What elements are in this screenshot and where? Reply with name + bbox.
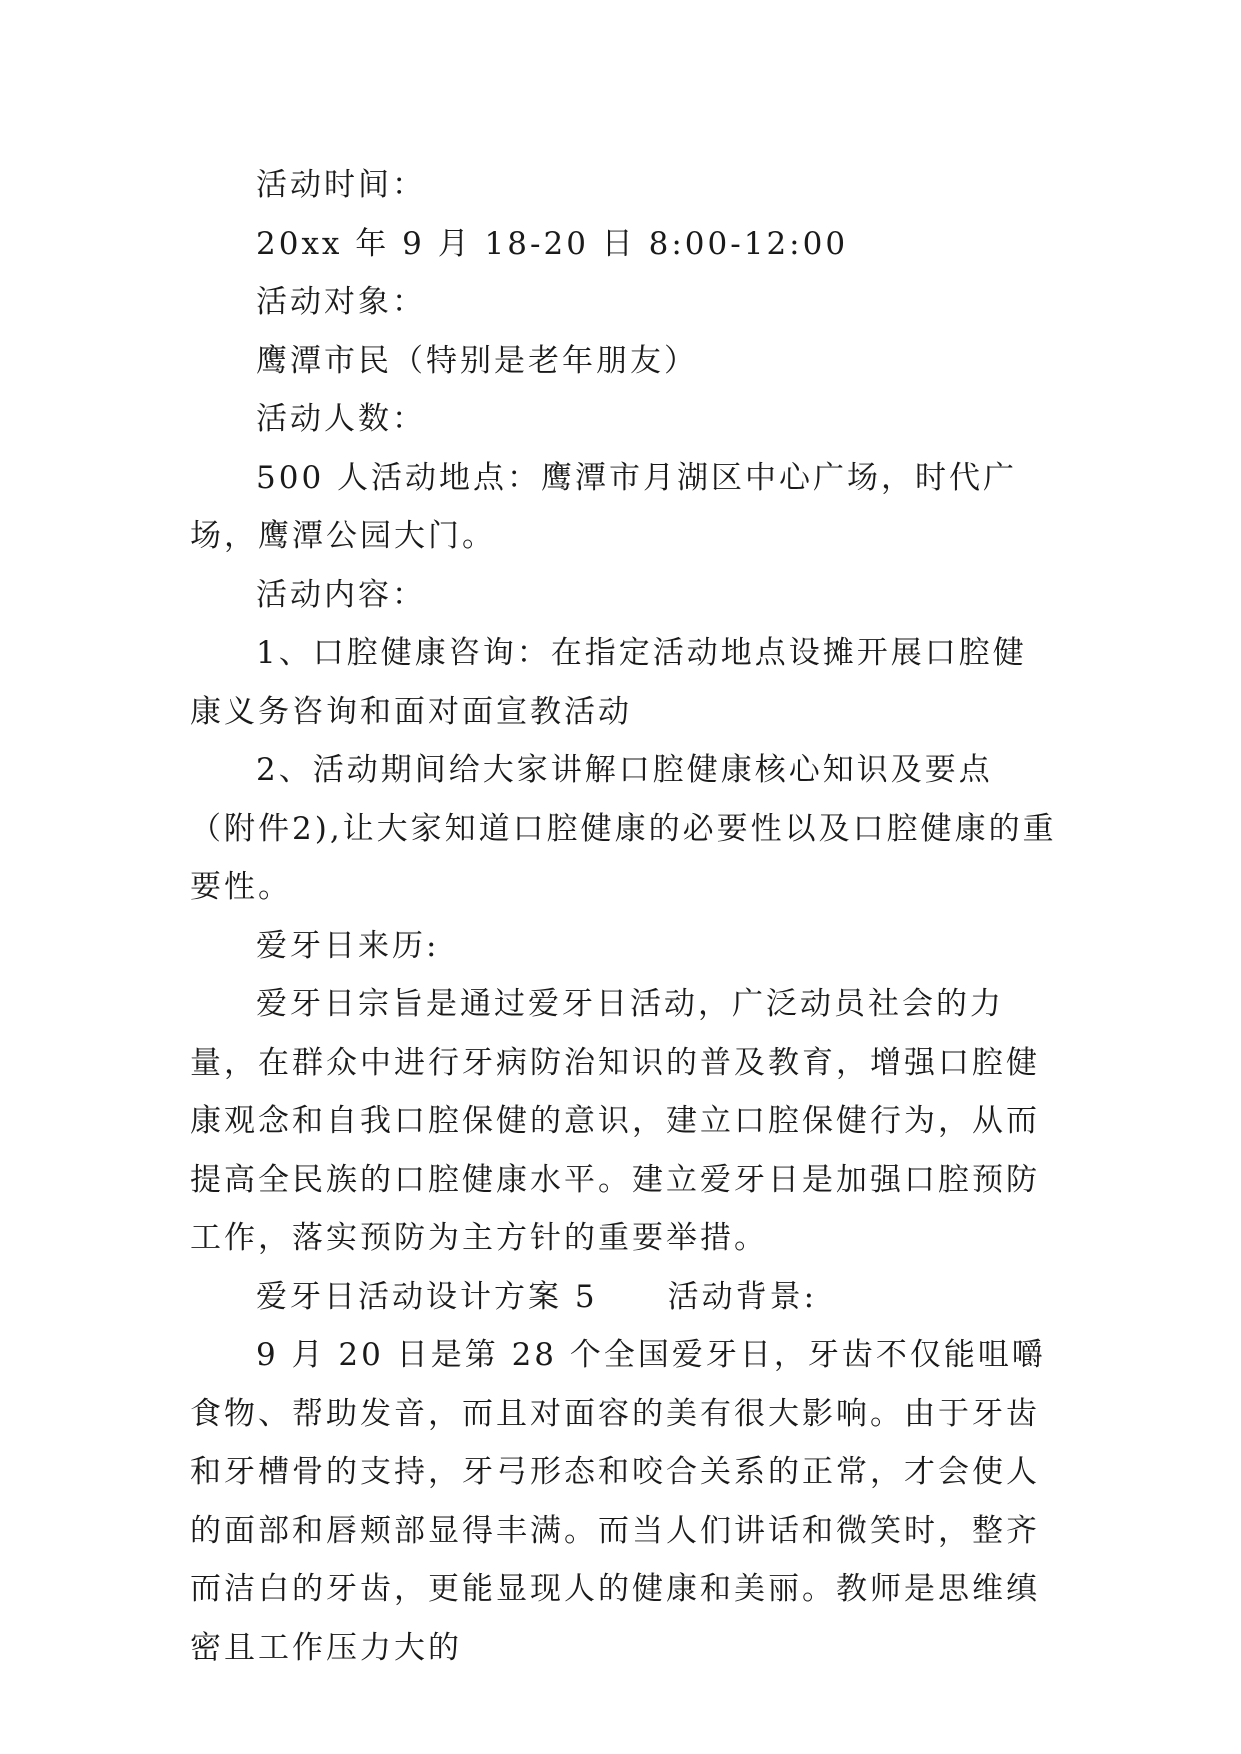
paragraph-activity-count-label: 活动人数：: [256, 401, 426, 437]
paragraph-origin-label: 爱牙日来历:: [256, 927, 440, 964]
paragraph-content-item-1: 1、口腔健康咨询：在指定活动地点设摊开展口腔健康义务咨询和面对面宣教活动: [190, 635, 1027, 730]
paragraph-activity-location: 500 人活动地点：鹰潭市月湖区中心广场，时代广场，鹰潭公园大门。: [190, 459, 1018, 554]
document-body: [190, 156, 1060, 1677]
paragraph-activity-content-label: 活动内容：: [256, 576, 426, 613]
plan-subtitle: 活动背景:: [667, 1278, 818, 1315]
paragraph-activity-target-label: 活动对象：: [256, 284, 426, 320]
paragraph-background-body: 9 月 20 日是第 28 个全国爱牙日，牙齿不仅能咀嚼食物、帮助发音，而且对面容的美有很大影响。由于牙齿和牙槽骨的支持，牙弓形态和咬合关系的正常，才会使人的面部和唇颊部显得丰满。而当人们讲话和微笑时，整齐而洁白的牙齿，更能显现人的健康和美丽。教师是思维缜密且工作压力大的: [190, 1337, 1046, 1666]
paragraph-activity-target-value: 鹰潭市民（特别是老年朋友）: [256, 342, 698, 379]
paragraph-activity-time-value: 20xx 年 9 月 18-20 日 8:00-12:00: [256, 225, 849, 262]
paragraph-origin-body: 爱牙日宗旨是通过爱牙日活动，广泛动员社会的力量，在群众中进行牙病防治知识的普及教育，增强口腔健康观念和自我口腔保健的意识，建立口腔保健行为，从而提高全民族的口腔健康水平。建立爱牙日是加强口腔预防工作，落实预防为主方针的重要举措。: [190, 986, 1040, 1256]
paragraph-plan-heading: [190, 1268, 1060, 1327]
plan-title: 爱牙日活动设计方案 5: [256, 1278, 598, 1315]
paragraph-content-item-2: 2、活动期间给大家讲解口腔健康核心知识及要点（附件2),让大家知道口腔健康的必要性以及口腔健康的重要性。: [190, 752, 1057, 905]
paragraph-activity-time-label: 活动时间：: [256, 167, 426, 203]
